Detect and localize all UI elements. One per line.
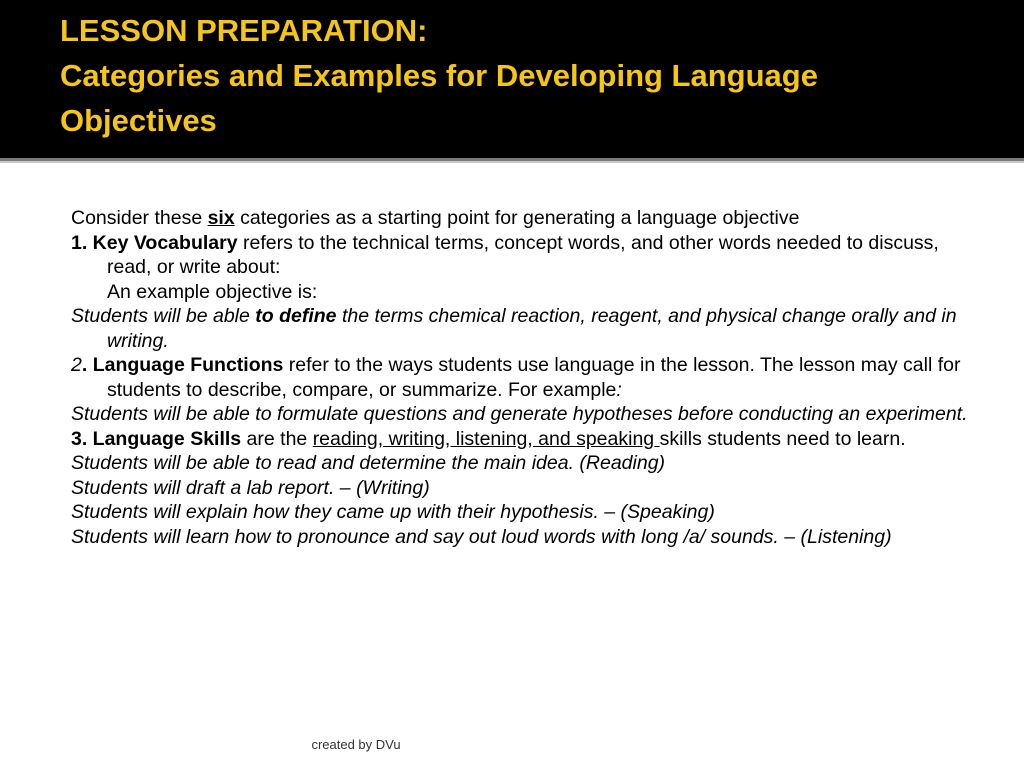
example-objective-2: Students will be able to formulate questions and generate hypotheses before conducting an experiment. xyxy=(71,403,968,425)
example-objective-1 xyxy=(71,304,976,353)
example-1-emphasis: to define xyxy=(255,305,337,327)
title-line-3: Objectives xyxy=(60,103,217,138)
intro-emphasis: six xyxy=(207,207,235,229)
language-functions-number: 2 xyxy=(71,354,82,376)
example-reading: Students will be able to read and determine the main idea. (Reading) xyxy=(71,452,666,474)
title-line-2: Categories and Examples for Developing Language xyxy=(60,58,818,93)
language-skills-label: 3. Language Skills xyxy=(71,427,242,450)
example-1-end: the terms chemical reaction, reagent, and physical change orally and in writing. xyxy=(107,305,957,352)
language-skills-paragraph xyxy=(71,427,976,452)
language-skills-text-end: skills students need to learn. xyxy=(659,427,906,450)
slide-body xyxy=(71,206,976,549)
language-skills-text-start: are the xyxy=(241,427,313,450)
key-vocabulary-paragraph xyxy=(71,231,976,280)
title-line-1: LESSON PREPARATION: xyxy=(60,13,428,48)
key-vocabulary-description: refers to the technical terms, concept words, and other words needed to discuss, read, or write about: xyxy=(107,231,939,278)
example-intro: An example objective is: xyxy=(107,280,318,303)
key-vocabulary-label: 1. Key Vocabulary xyxy=(71,231,238,254)
slide-title xyxy=(60,8,1000,143)
language-functions-label: . Language Functions xyxy=(81,354,284,376)
language-functions-description: refer to the ways students use language in the lesson. The lesson may call for students to describe, compare, or summarize. For example xyxy=(107,354,961,401)
language-skills-list: reading, writing, listening, and speaking xyxy=(312,427,660,450)
footer-credit: created by DVu xyxy=(311,737,401,752)
language-functions-colon: : xyxy=(616,378,622,401)
example-listening: Students will learn how to pronounce and say out loud words with long /a/ sounds. – (Listening) xyxy=(71,525,892,548)
example-1-start: Students will be able xyxy=(71,305,256,327)
language-functions-paragraph xyxy=(71,353,976,402)
title-divider-light xyxy=(0,161,1024,163)
intro-paragraph xyxy=(71,206,976,231)
example-writing: Students will draft a lab report. – (Writing) xyxy=(71,476,430,499)
intro-text-end: categories as a starting point for generating a language objective xyxy=(234,207,800,229)
example-speaking: Students will explain how they came up with their hypothesis. – (Speaking) xyxy=(71,501,715,523)
intro-text-start: Consider these xyxy=(71,207,208,229)
